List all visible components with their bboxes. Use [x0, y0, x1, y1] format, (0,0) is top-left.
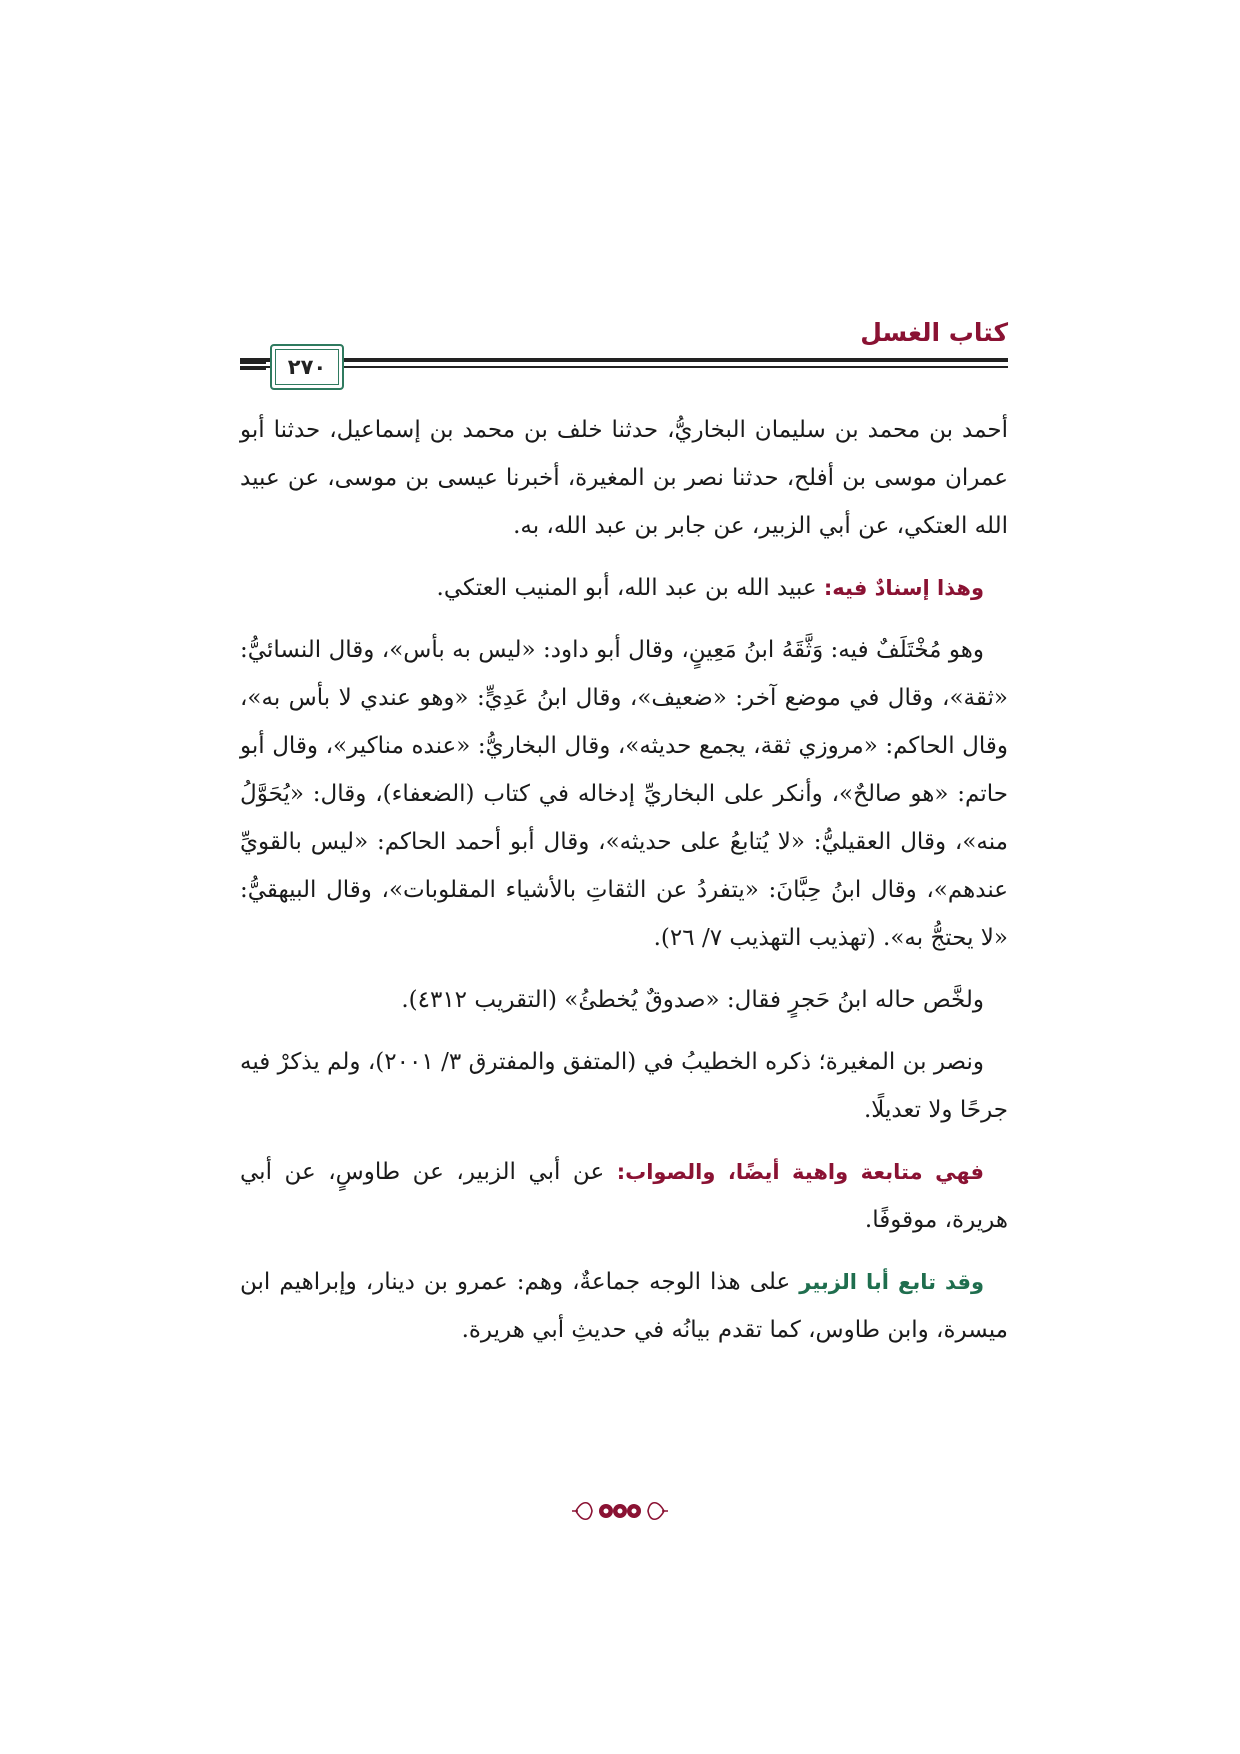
paragraph-text: وهو مُخْتَلَفٌ فيه: وَثَّقَهُ ابنُ مَعِينٍ، وقال أبو داود: «ليس به بأس»، وقال النسائيُّ: «ثقة»، وقال في موضع آخر: «ضعيف»، وقال ابنُ عَدِيٍّ: «وهو عندي لا بأس به»، وقال الحاكم: «مروزي ثقة، يجمع حديثه»، وقال البخاريُّ: «عنده مناكير»، وقال أبو حاتم: «هو صالحٌ»، وأنكر على البخاريِّ إدخاله في كتاب (الضعفاء)، وقال: «يُحَوَّلُ منه»، وقال العقيليُّ: «لا يُتابعُ على حديثه»، وقال أبو أحمد الحاكم: «ليس بالقويِّ عندهم»، وقال ابنُ حِبَّانَ: «يتفردُ عن الثقاتِ بالأشياء المقلوبات»، وقال البيهقيُّ: «لا يحتجُّ به». (تهذيب التهذيب ٧/ ٢٦). [240, 637, 1008, 951]
paragraph-nasr [240, 1038, 1008, 1134]
paragraph-text: عبيد الله بن عبد الله، أبو المنيب العتكي. [436, 575, 824, 601]
body-text [240, 406, 1008, 1368]
header-rule-thick [240, 358, 1008, 362]
paragraph-text: ونصر بن المغيرة؛ ذكره الخطيبُ في (المتفق والمفترق ٣/ ٢٠٠١)، ولم يذكرْ فيه جرحًا ولا تعديلًا. [240, 1049, 1008, 1123]
book-title: كتاب الغسل [860, 318, 1008, 347]
paragraph-lead: فهي متابعة واهية أيضًا، والصواب: [616, 1160, 984, 1184]
page-number-frame [270, 344, 344, 390]
section-end-ornament-icon [570, 1496, 670, 1526]
paragraph-text: عن أبي الزبير، عن طاوسٍ، عن أبي هريرة، موقوفًا. [240, 1159, 1008, 1233]
page-header [240, 310, 1008, 390]
paragraph-ibn-hajar [240, 976, 1008, 1024]
page-number: ٢٧٠ [287, 355, 327, 379]
header-rule-left-thin [240, 368, 266, 370]
header-rule-thin [240, 366, 1008, 368]
paragraph-lead: وهذا إسنادٌ فيه: [823, 576, 984, 600]
paragraph-followers [240, 1258, 1008, 1354]
paragraph-isnad [240, 406, 1008, 550]
paragraph-isnad-note [240, 564, 1008, 612]
paragraph-lead: وقد تابع أبا الزبير [799, 1270, 984, 1294]
paragraph-conclusion [240, 1148, 1008, 1244]
paragraph-text: ولخَّص حاله ابنُ حَجرٍ فقال: «صدوقٌ يُخطئُ» (التقريب ٤٣١٢). [401, 987, 984, 1013]
paragraph-narrator-criticism [240, 626, 1008, 962]
paragraph-text: أحمد بن محمد بن سليمان البخاريُّ، حدثنا خلف بن محمد بن إسماعيل، حدثنا أبو عمران موسى بن أفلح، حدثنا نصر بن المغيرة، أخبرنا عيسى بن موسى، عن عبيد الله العتكي، عن أبي الزبير، عن جابر بن عبد الله، به. [240, 417, 1008, 539]
paragraph-text: على هذا الوجه جماعةٌ، وهم: عمرو بن دينار، وإبراهيم ابن ميسرة، وابن طاوس، كما تقدم بيانُه في حديثِ أبي هريرة. [240, 1269, 1008, 1343]
header-rule-left [240, 362, 266, 364]
